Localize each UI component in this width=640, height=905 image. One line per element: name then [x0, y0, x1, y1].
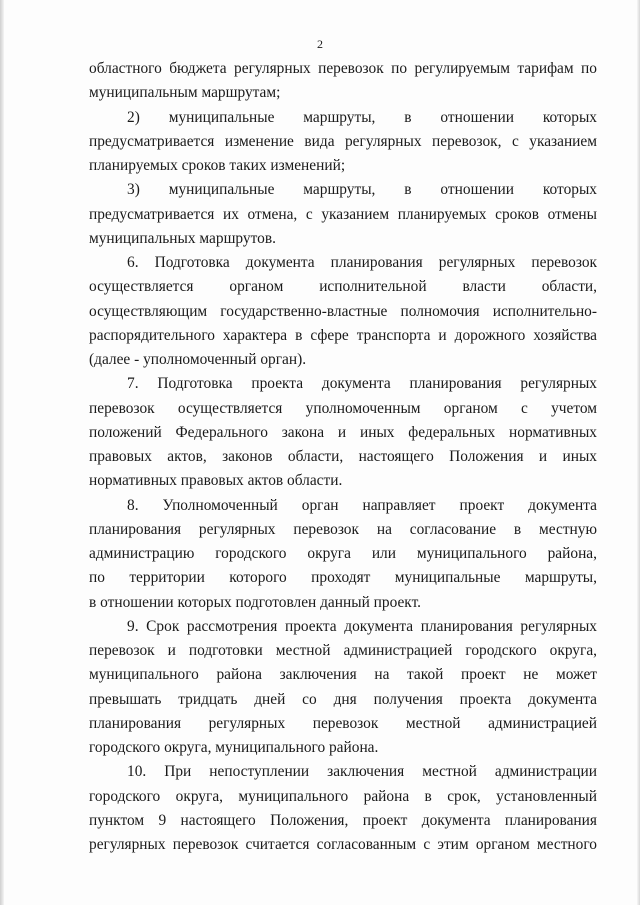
text-line: городского округа, муниципального района в срок, установленный [89, 787, 597, 805]
text-line: 6. Подготовка документа планирования регулярных перевозок [127, 254, 597, 271]
text-line: 3) муниципальные маршруты, в отношении которых [127, 181, 597, 199]
text-line: пунктом 9 настоящего Положения, проект документа планирования [89, 811, 597, 829]
text-line: городского округа, муниципального района. [89, 739, 379, 756]
document-body [89, 57, 597, 857]
text-line: правовых актов, законов области, настоящего Положения и иных [89, 448, 597, 465]
text-line: распорядительного характера в сфере транспорта и дорожного хозяйства [89, 326, 597, 344]
text-line: муниципальным маршрутам; [89, 84, 281, 102]
text-line: перевозок осуществляется уполномоченным органом с учетом [89, 399, 597, 417]
text-line: предусматривается их отмена, с указанием планируемых сроков отмены [89, 205, 597, 223]
scan-edge-left [0, 0, 4, 905]
text-line: осуществляющим государственно-властные полномочия исполнительно- [89, 302, 597, 320]
text-line: администрацию городского округа или муниципального района, [89, 545, 597, 562]
text-line: регулярных перевозок считается согласованным с этим органом местного [89, 836, 597, 853]
text-line: областного бюджета регулярных перевозок по регулируемым тарифам по [89, 60, 597, 77]
text-line: по территории которого проходят муниципальные маршруты, [89, 569, 597, 587]
text-line: 9. Срок рассмотрения проекта документа планирования регулярных [127, 617, 597, 635]
text-line: 10. При непоступлении заключения местной администрации [127, 763, 597, 781]
text-line: предусматривается изменение вида регулярных перевозок, с указанием [89, 132, 597, 150]
text-line: планирования регулярных перевозок местной администрацией [89, 714, 597, 732]
text-line: 8. Уполномоченный орган направляет проект документа [127, 496, 597, 514]
text-line: 7. Подготовка проекта документа планирования регулярных [127, 375, 597, 393]
text-line: планируемых сроков таких изменений; [89, 157, 346, 174]
text-line: муниципального района заключения на такой проект не может [89, 666, 597, 684]
text-line: муниципальных маршрутов. [89, 229, 276, 247]
text-line: перевозок и подготовки местной администрацией городского округа, [89, 642, 597, 659]
text-line: (далее - уполномоченный орган). [89, 351, 307, 368]
text-line: положений Федерального закона и иных федеральных нормативных [89, 423, 597, 441]
text-line: осуществляется органом исполнительной власти области, [89, 278, 597, 296]
text-line: нормативных правовых актов области. [89, 472, 343, 490]
text-line: превышать тридцать дней со дня получения проекта документа [89, 690, 597, 708]
text-line: планирования регулярных перевозок на согласование в местную [89, 520, 597, 538]
text-line: 2) муниципальные маршруты, в отношении которых [127, 108, 597, 126]
page-number: 2 [317, 37, 323, 51]
text-line: в отношении которых подготовлен данный проект. [89, 593, 422, 611]
